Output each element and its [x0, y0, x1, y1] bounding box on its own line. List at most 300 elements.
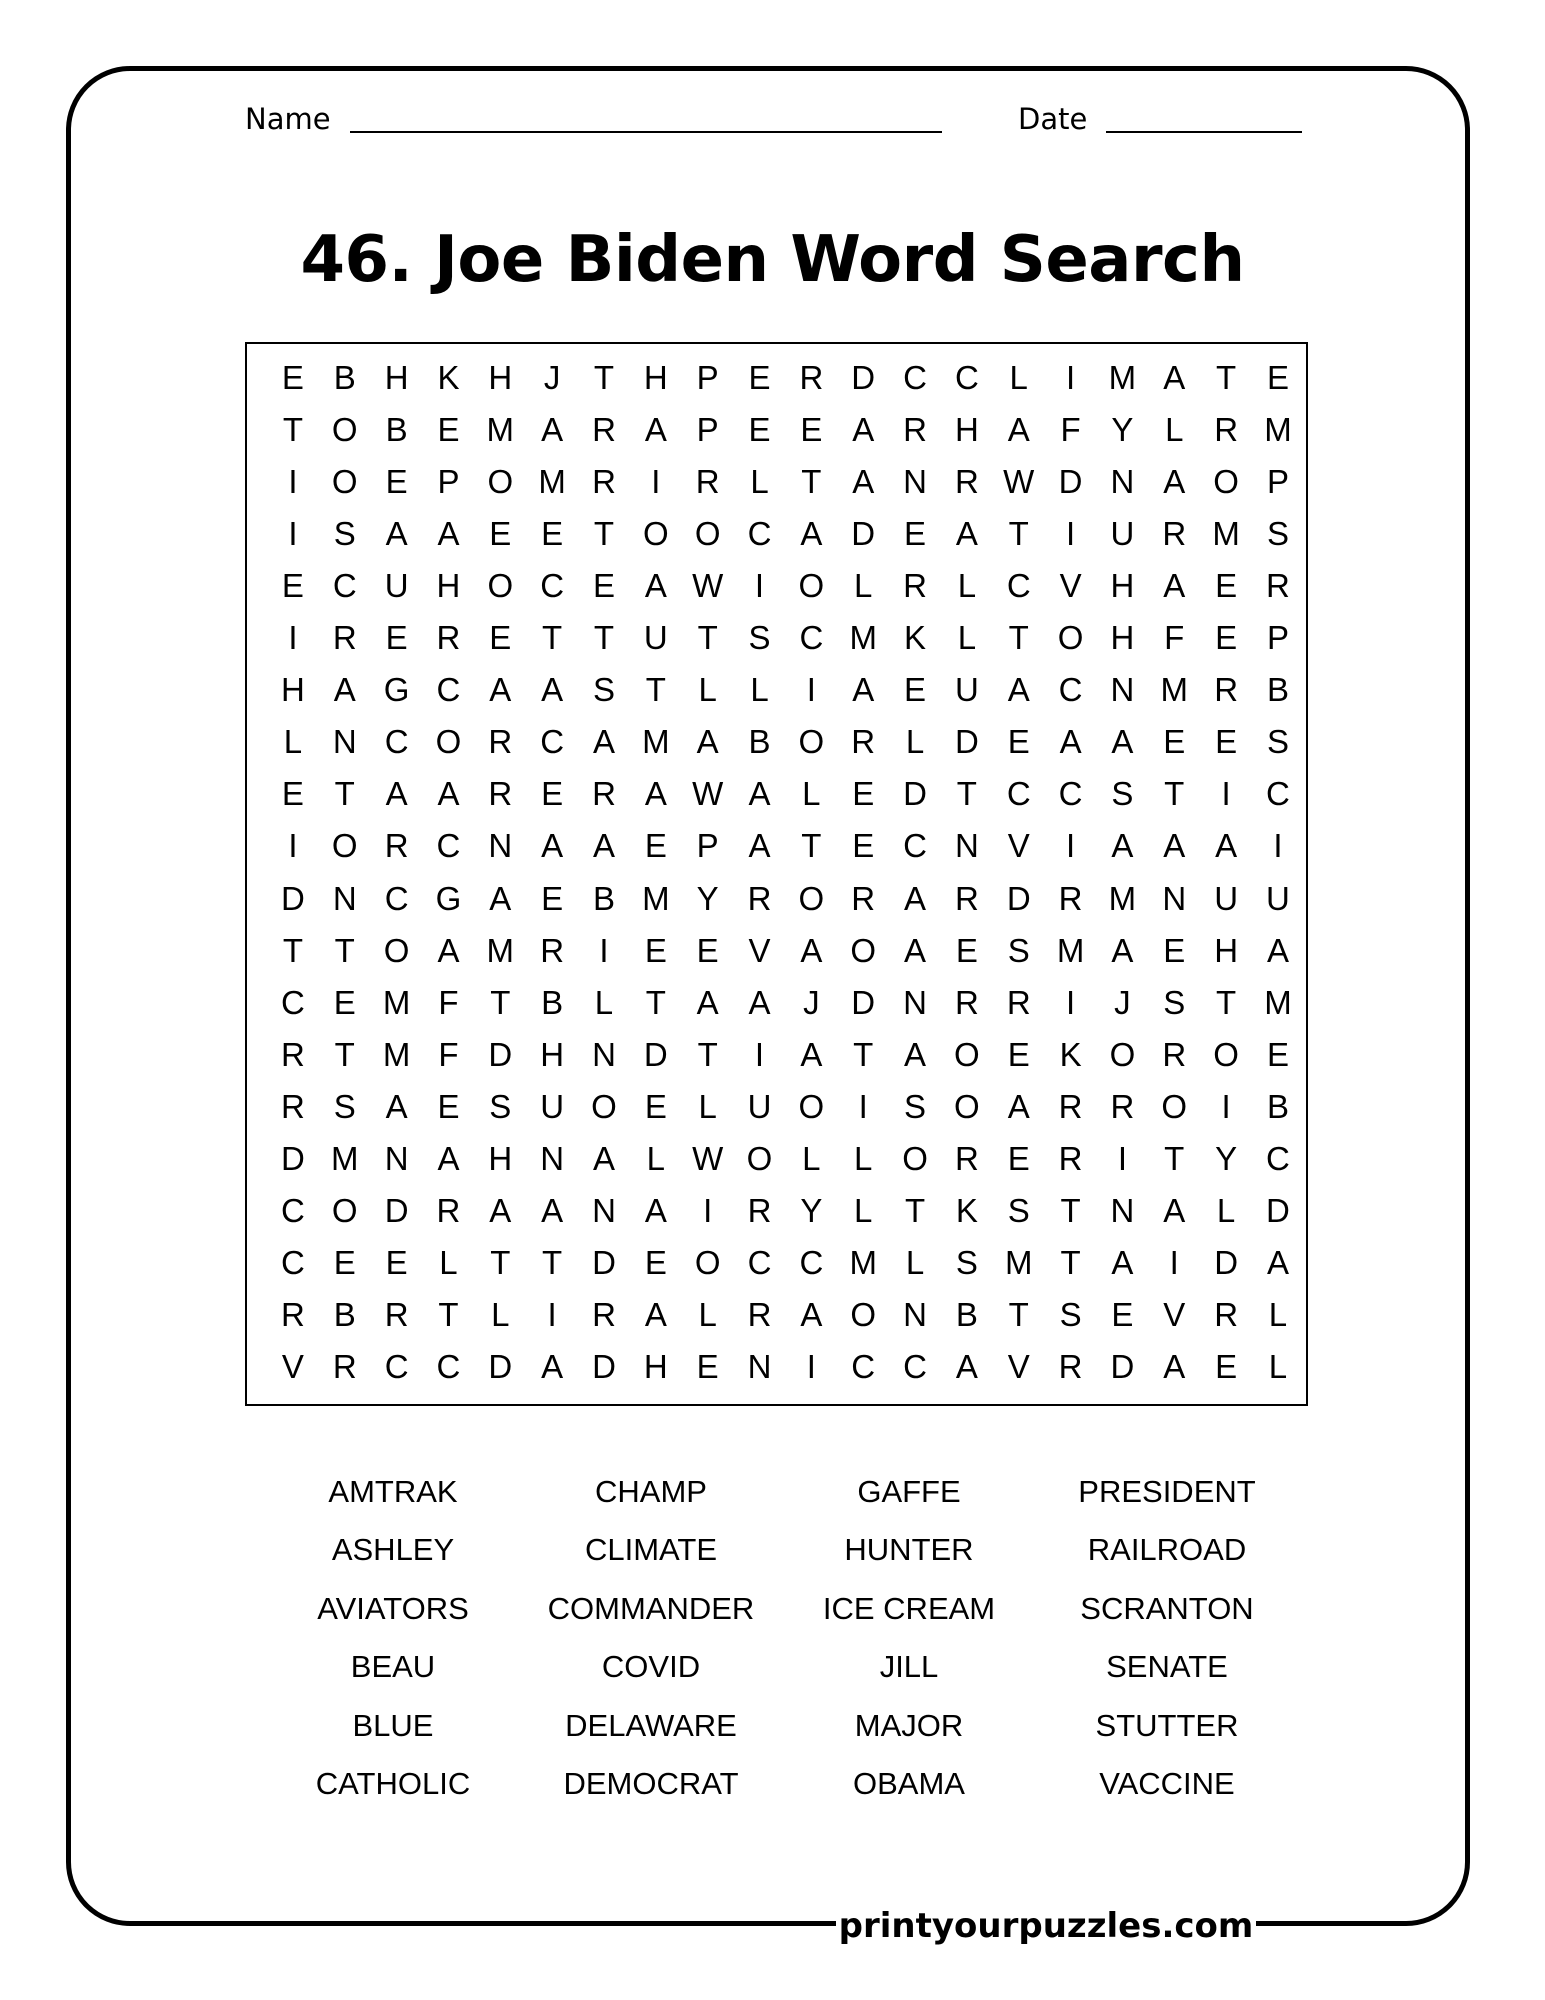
grid-cell[interactable]: V [1059, 567, 1082, 605]
grid-cell[interactable]: R [540, 931, 565, 969]
grid-cell[interactable]: N [592, 1035, 616, 1073]
grid-cell[interactable]: C [540, 723, 565, 761]
grid-cell[interactable]: T [1008, 1295, 1029, 1333]
grid-cell[interactable]: R [436, 1191, 461, 1229]
grid-cell[interactable]: S [904, 1087, 927, 1125]
grid-cell[interactable]: E [333, 983, 356, 1021]
grid-cell[interactable]: E [1266, 1035, 1289, 1073]
grid-cell[interactable]: T [697, 619, 718, 657]
grid-cell[interactable]: E [748, 411, 771, 449]
grid-cell[interactable]: V [1163, 1295, 1186, 1333]
grid-cell[interactable]: A [748, 827, 771, 865]
grid-cell[interactable]: O [1213, 463, 1239, 501]
grid-cell[interactable]: O [642, 515, 669, 553]
grid-cell[interactable]: N [903, 463, 927, 501]
grid-cell[interactable]: A [541, 671, 564, 709]
grid-cell[interactable]: N [903, 1295, 927, 1333]
grid-cell[interactable]: A [644, 567, 667, 605]
grid-cell[interactable]: B [955, 1295, 978, 1333]
grid-cell[interactable]: N [747, 1347, 772, 1385]
grid-cell[interactable]: L [698, 1087, 717, 1125]
grid-cell[interactable]: C [1266, 1139, 1290, 1177]
grid-cell[interactable]: I [1065, 827, 1076, 865]
grid-cell[interactable]: H [1214, 931, 1239, 969]
grid-cell[interactable]: I [288, 619, 298, 657]
grid-cell[interactable]: O [487, 567, 514, 605]
grid-cell[interactable]: M [849, 1243, 877, 1281]
grid-cell[interactable]: O [746, 1139, 773, 1177]
grid-cell[interactable]: R [592, 1295, 616, 1333]
grid-cell[interactable]: S [489, 1087, 512, 1125]
grid-cell[interactable]: P [1266, 619, 1289, 657]
grid-cell[interactable]: K [437, 359, 460, 396]
grid-cell[interactable]: H [436, 567, 461, 605]
letter-grid[interactable] [245, 342, 1308, 1406]
grid-cell[interactable]: R [1214, 411, 1239, 449]
grid-cell[interactable]: E [541, 775, 564, 813]
grid-cell[interactable]: M [382, 1035, 411, 1073]
grid-cell[interactable]: E [748, 359, 771, 396]
grid-cell[interactable]: T [282, 411, 303, 449]
grid-cell[interactable]: L [905, 723, 925, 761]
grid-cell[interactable]: C [332, 567, 357, 605]
grid-cell[interactable]: N [332, 879, 357, 917]
grid-cell[interactable]: M [331, 1139, 359, 1177]
grid-cell[interactable]: A [800, 1035, 823, 1073]
grid-cell[interactable]: I [288, 827, 298, 865]
grid-cell[interactable]: A [437, 1139, 460, 1177]
grid-cell[interactable]: E [644, 931, 667, 969]
grid-cell[interactable]: A [1163, 567, 1186, 605]
grid-cell[interactable]: R [281, 1087, 305, 1125]
grid-cell[interactable]: A [904, 1035, 927, 1073]
grid-cell[interactable]: C [436, 1347, 461, 1385]
grid-cell[interactable]: A [1163, 463, 1186, 501]
grid-cell[interactable]: M [486, 931, 515, 969]
grid-cell[interactable]: R [747, 879, 772, 917]
grid-cell[interactable]: D [851, 359, 876, 396]
grid-cell[interactable]: P [437, 463, 460, 501]
grid-cell[interactable]: R [281, 1035, 305, 1073]
grid-cell[interactable]: D [954, 723, 979, 761]
grid-cell[interactable]: T [490, 983, 511, 1021]
grid-cell[interactable]: R [332, 619, 357, 657]
grid-cell[interactable]: K [955, 1191, 978, 1229]
grid-cell[interactable]: O [954, 1087, 980, 1125]
grid-cell[interactable]: A [644, 411, 667, 449]
grid-cell[interactable]: H [488, 1139, 513, 1177]
grid-cell[interactable]: T [334, 775, 355, 813]
grid-cell[interactable]: E [489, 515, 512, 553]
grid-cell[interactable]: C [384, 879, 409, 917]
grid-cell[interactable]: R [799, 359, 824, 396]
grid-cell[interactable]: B [1266, 1087, 1289, 1125]
grid-cell[interactable]: L [905, 1243, 925, 1281]
grid-cell[interactable]: A [1163, 827, 1186, 865]
grid-cell[interactable]: E [1007, 1035, 1030, 1073]
grid-cell[interactable]: L [802, 1139, 821, 1177]
grid-cell[interactable]: L [750, 463, 769, 501]
grid-cell[interactable]: A [437, 775, 460, 813]
grid-cell[interactable]: I [651, 463, 661, 501]
grid-cell[interactable]: G [383, 671, 410, 709]
grid-cell[interactable]: O [1109, 1035, 1136, 1073]
grid-cell[interactable]: R [281, 1295, 305, 1333]
grid-cell[interactable]: A [1111, 931, 1134, 969]
grid-cell[interactable]: A [1215, 827, 1238, 865]
grid-cell[interactable]: D [281, 1139, 305, 1177]
grid-cell[interactable]: O [850, 931, 877, 969]
grid-cell[interactable]: A [1111, 723, 1134, 761]
grid-cell[interactable]: B [385, 411, 408, 449]
grid-cell[interactable]: R [851, 879, 876, 917]
grid-cell[interactable]: C [281, 983, 305, 1021]
grid-cell[interactable]: T [801, 827, 822, 865]
grid-cell[interactable]: A [489, 671, 512, 709]
grid-cell[interactable]: L [854, 567, 873, 605]
grid-cell[interactable]: I [1117, 1139, 1127, 1177]
grid-cell[interactable]: D [1006, 879, 1031, 917]
grid-cell[interactable]: N [1110, 1191, 1135, 1229]
grid-cell[interactable]: I [703, 1191, 713, 1229]
grid-cell[interactable]: I [806, 671, 816, 709]
grid-cell[interactable]: Y [800, 1191, 823, 1229]
grid-cell[interactable]: D [851, 983, 876, 1021]
grid-cell[interactable]: O [487, 463, 514, 501]
grid-cell[interactable]: H [1110, 619, 1135, 657]
grid-cell[interactable]: A [904, 879, 927, 917]
grid-cell[interactable]: E [1215, 723, 1238, 761]
grid-cell[interactable]: A [852, 463, 875, 501]
grid-cell[interactable]: E [1215, 619, 1238, 657]
grid-cell[interactable]: T [438, 1295, 459, 1333]
grid-cell[interactable]: L [750, 671, 769, 709]
grid-cell[interactable]: A [1266, 1243, 1289, 1281]
grid-cell[interactable]: J [803, 983, 820, 1021]
grid-cell[interactable]: O [1161, 1087, 1188, 1125]
grid-cell[interactable]: A [644, 775, 667, 813]
grid-cell[interactable]: S [1266, 515, 1289, 553]
grid-cell[interactable]: L [957, 567, 977, 605]
grid-cell[interactable]: F [438, 983, 459, 1021]
grid-cell[interactable]: D [1214, 1243, 1239, 1281]
grid-cell[interactable]: A [800, 515, 823, 553]
grid-cell[interactable]: R [1058, 1139, 1083, 1177]
grid-cell[interactable]: W [692, 775, 724, 813]
grid-cell[interactable]: A [385, 515, 408, 553]
grid-cell[interactable]: M [382, 983, 411, 1021]
grid-cell[interactable]: H [540, 1035, 565, 1073]
grid-cell[interactable]: H [1110, 567, 1135, 605]
grid-cell[interactable]: S [748, 619, 771, 657]
grid-cell[interactable]: S [1007, 1191, 1030, 1229]
grid-cell[interactable]: T [542, 1243, 563, 1281]
grid-cell[interactable]: H [384, 359, 409, 396]
grid-cell[interactable]: T [1060, 1191, 1081, 1229]
grid-cell[interactable]: T [853, 1035, 874, 1073]
grid-cell[interactable]: E [644, 827, 667, 865]
grid-cell[interactable]: T [334, 1035, 355, 1073]
grid-cell[interactable]: E [592, 567, 615, 605]
grid-cell[interactable]: M [642, 879, 670, 917]
grid-cell[interactable]: A [644, 1191, 667, 1229]
grid-cell[interactable]: C [384, 723, 409, 761]
grid-cell[interactable]: U [540, 1087, 565, 1125]
grid-cell[interactable]: D [488, 1347, 513, 1385]
grid-cell[interactable]: A [1007, 1087, 1030, 1125]
grid-cell[interactable]: L [1009, 359, 1028, 396]
grid-cell[interactable]: S [333, 1087, 356, 1125]
grid-cell[interactable]: E [1163, 723, 1186, 761]
grid-cell[interactable]: E [955, 931, 978, 969]
grid-cell[interactable]: C [436, 671, 461, 709]
grid-cell[interactable]: J [543, 359, 561, 396]
grid-cell[interactable]: R [1162, 515, 1187, 553]
grid-cell[interactable]: A [1059, 723, 1082, 761]
grid-cell[interactable]: O [331, 1191, 358, 1229]
grid-cell[interactable]: B [333, 1295, 356, 1333]
grid-cell[interactable]: T [645, 983, 666, 1021]
grid-cell[interactable]: C [436, 827, 461, 865]
grid-cell[interactable]: L [698, 671, 717, 709]
grid-cell[interactable]: A [385, 775, 408, 813]
grid-cell[interactable]: R [1162, 1035, 1187, 1073]
grid-cell[interactable]: A [541, 1191, 564, 1229]
grid-cell[interactable]: R [1058, 879, 1083, 917]
grid-cell[interactable]: A [541, 1347, 564, 1385]
grid-cell[interactable]: H [643, 1347, 668, 1385]
grid-cell[interactable]: M [1108, 359, 1137, 396]
grid-cell[interactable]: T [1008, 515, 1029, 553]
grid-cell[interactable]: A [1007, 671, 1030, 709]
grid-cell[interactable]: S [1007, 931, 1030, 969]
grid-cell[interactable]: A [592, 1139, 615, 1177]
grid-cell[interactable]: R [903, 567, 927, 605]
grid-cell[interactable]: C [1058, 775, 1083, 813]
grid-cell[interactable]: C [851, 1347, 876, 1385]
grid-cell[interactable]: M [1160, 671, 1189, 709]
grid-cell[interactable]: E [904, 515, 927, 553]
grid-cell[interactable]: T [334, 931, 355, 969]
grid-cell[interactable]: A [852, 671, 875, 709]
grid-cell[interactable]: U [384, 567, 409, 605]
grid-cell[interactable]: T [593, 359, 615, 396]
grid-cell[interactable]: I [288, 463, 298, 501]
grid-cell[interactable]: R [1110, 1087, 1135, 1125]
grid-cell[interactable]: M [1264, 983, 1292, 1021]
grid-cell[interactable]: E [800, 411, 823, 449]
grid-cell[interactable]: I [547, 1295, 557, 1333]
grid-cell[interactable]: R [592, 775, 616, 813]
grid-cell[interactable]: R [1214, 671, 1239, 709]
grid-cell[interactable]: A [489, 1191, 512, 1229]
grid-cell[interactable]: U [1214, 879, 1239, 917]
grid-cell[interactable]: C [799, 1243, 824, 1281]
grid-cell[interactable]: L [646, 1139, 665, 1177]
grid-cell[interactable]: E [385, 1243, 408, 1281]
grid-cell[interactable]: J [1114, 983, 1131, 1021]
grid-cell[interactable]: T [593, 515, 615, 553]
grid-cell[interactable]: S [592, 671, 615, 709]
grid-cell[interactable]: M [642, 723, 670, 761]
grid-cell[interactable]: I [754, 1035, 765, 1073]
grid-cell[interactable]: A [955, 1347, 978, 1385]
grid-cell[interactable]: S [1266, 723, 1289, 761]
grid-cell[interactable]: R [1058, 1087, 1083, 1125]
grid-cell[interactable]: R [954, 1139, 979, 1177]
grid-cell[interactable]: I [858, 1087, 868, 1125]
grid-cell[interactable]: E [904, 671, 927, 709]
grid-cell[interactable]: O [591, 1087, 617, 1125]
grid-cell[interactable]: I [599, 931, 609, 969]
grid-cell[interactable]: E [1215, 1347, 1238, 1385]
grid-cell[interactable]: E [489, 619, 512, 657]
grid-cell[interactable]: A [541, 411, 564, 449]
grid-cell[interactable]: A [1163, 359, 1186, 396]
grid-cell[interactable]: R [695, 463, 720, 501]
grid-cell[interactable]: T [1008, 619, 1029, 657]
grid-cell[interactable]: C [747, 1243, 772, 1281]
grid-cell[interactable]: M [1004, 1243, 1033, 1281]
grid-cell[interactable]: A [852, 411, 875, 449]
grid-cell[interactable]: I [1273, 827, 1283, 865]
grid-cell[interactable]: R [851, 723, 876, 761]
grid-cell[interactable]: I [806, 1347, 816, 1385]
grid-cell[interactable]: C [903, 1347, 927, 1385]
grid-cell[interactable]: O [331, 827, 358, 865]
grid-cell[interactable]: E [1266, 359, 1289, 396]
grid-cell[interactable]: R [592, 463, 616, 501]
grid-cell[interactable]: A [592, 723, 615, 761]
grid-cell[interactable]: D [592, 1243, 616, 1281]
grid-cell[interactable]: M [1108, 879, 1137, 917]
grid-cell[interactable]: H [643, 359, 668, 396]
grid-cell[interactable]: E [696, 931, 719, 969]
grid-cell[interactable]: U [1266, 879, 1290, 917]
grid-cell[interactable]: R [384, 827, 409, 865]
grid-cell[interactable]: R [1266, 567, 1290, 605]
date-field[interactable] [1106, 131, 1302, 133]
grid-cell[interactable]: N [1110, 671, 1135, 709]
grid-cell[interactable]: F [1164, 619, 1185, 657]
grid-cell[interactable]: E [541, 879, 564, 917]
grid-cell[interactable]: D [1110, 1347, 1135, 1385]
grid-cell[interactable]: E [644, 1087, 667, 1125]
grid-cell[interactable]: C [799, 619, 824, 657]
grid-cell[interactable]: N [1110, 463, 1135, 501]
grid-cell[interactable]: D [384, 1191, 409, 1229]
grid-cell[interactable]: T [801, 463, 822, 501]
grid-cell[interactable]: L [1268, 1295, 1288, 1333]
grid-cell[interactable]: E [385, 463, 408, 501]
grid-cell[interactable]: P [696, 827, 719, 865]
grid-cell[interactable]: A [437, 515, 460, 553]
grid-cell[interactable]: I [1169, 1243, 1179, 1281]
grid-cell[interactable]: O [694, 1243, 721, 1281]
grid-cell[interactable]: P [696, 411, 719, 449]
grid-cell[interactable]: T [1216, 359, 1237, 396]
grid-cell[interactable]: U [1110, 515, 1135, 553]
grid-cell[interactable]: I [754, 567, 765, 605]
grid-cell[interactable]: C [540, 567, 565, 605]
grid-cell[interactable]: M [538, 463, 566, 501]
grid-cell[interactable]: O [798, 723, 825, 761]
grid-cell[interactable]: F [1060, 411, 1081, 449]
grid-cell[interactable]: S [1059, 1295, 1082, 1333]
grid-cell[interactable]: O [694, 515, 721, 553]
grid-cell[interactable]: Y [1215, 1139, 1238, 1177]
grid-cell[interactable]: S [1111, 775, 1134, 813]
grid-cell[interactable]: R [488, 723, 513, 761]
grid-cell[interactable]: E [852, 775, 875, 813]
grid-cell[interactable]: A [1111, 827, 1134, 865]
grid-cell[interactable]: U [954, 671, 979, 709]
grid-cell[interactable]: P [696, 359, 719, 396]
grid-cell[interactable]: E [281, 775, 304, 813]
grid-cell[interactable]: L [1165, 411, 1184, 449]
grid-cell[interactable]: T [645, 671, 666, 709]
grid-cell[interactable]: M [1212, 515, 1240, 553]
grid-cell[interactable]: A [1007, 411, 1030, 449]
grid-cell[interactable]: L [802, 775, 821, 813]
grid-cell[interactable]: L [957, 619, 977, 657]
grid-cell[interactable]: A [1163, 1347, 1186, 1385]
grid-cell[interactable]: E [1007, 1139, 1030, 1177]
grid-cell[interactable]: S [955, 1243, 978, 1281]
grid-cell[interactable]: L [283, 723, 303, 761]
grid-cell[interactable]: N [903, 983, 927, 1021]
grid-cell[interactable]: A [333, 671, 356, 709]
grid-cell[interactable]: E [1007, 723, 1030, 761]
grid-cell[interactable]: A [541, 827, 564, 865]
grid-cell[interactable]: N [1162, 879, 1187, 917]
grid-cell[interactable]: O [954, 1035, 980, 1073]
grid-cell[interactable]: N [488, 827, 513, 865]
grid-cell[interactable]: O [435, 723, 462, 761]
grid-cell[interactable]: T [1164, 1139, 1185, 1177]
grid-cell[interactable]: C [281, 1243, 305, 1281]
grid-cell[interactable]: A [385, 1087, 408, 1125]
grid-cell[interactable]: B [748, 723, 771, 761]
grid-cell[interactable]: T [1216, 983, 1237, 1021]
grid-cell[interactable]: R [747, 1191, 772, 1229]
grid-cell[interactable]: R [1058, 1347, 1083, 1385]
grid-cell[interactable]: A [696, 723, 719, 761]
grid-cell[interactable]: E [437, 411, 460, 449]
grid-cell[interactable]: R [436, 619, 461, 657]
grid-cell[interactable]: O [798, 1087, 825, 1125]
grid-cell[interactable]: L [698, 1295, 717, 1333]
grid-cell[interactable]: I [1221, 775, 1231, 813]
grid-cell[interactable]: O [331, 463, 358, 501]
grid-cell[interactable]: E [852, 827, 875, 865]
grid-cell[interactable]: A [489, 879, 512, 917]
grid-cell[interactable]: D [281, 879, 305, 917]
grid-cell[interactable]: L [491, 1295, 510, 1333]
grid-cell[interactable]: C [747, 515, 772, 553]
grid-cell[interactable]: N [540, 1139, 565, 1177]
grid-cell[interactable]: E [333, 1243, 356, 1281]
grid-cell[interactable]: N [384, 1139, 409, 1177]
grid-cell[interactable]: N [332, 723, 357, 761]
grid-cell[interactable]: R [954, 879, 979, 917]
grid-cell[interactable]: H [281, 671, 305, 709]
grid-cell[interactable]: T [593, 619, 615, 657]
grid-cell[interactable]: I [1221, 1087, 1231, 1125]
grid-cell[interactable]: E [1111, 1295, 1134, 1333]
grid-cell[interactable]: Y [1111, 411, 1134, 449]
grid-cell[interactable]: W [692, 1139, 724, 1177]
